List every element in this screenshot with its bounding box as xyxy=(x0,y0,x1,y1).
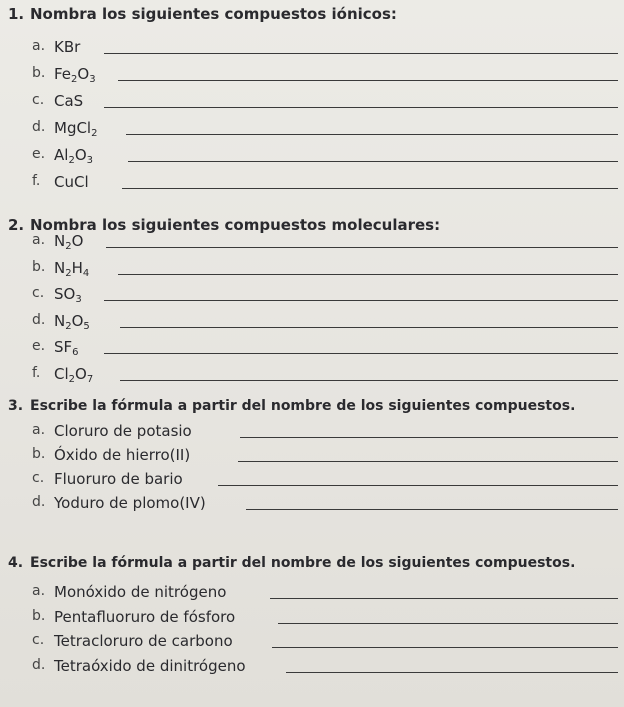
formula-symbol: CaS xyxy=(54,92,84,110)
chemical-formula xyxy=(54,232,83,250)
formula-subscript: 6 xyxy=(72,347,79,358)
exercise-item xyxy=(32,446,622,468)
formula-symbol: SF xyxy=(54,338,73,356)
answer-blank-line[interactable] xyxy=(286,672,618,673)
item-letter: d. xyxy=(32,657,46,673)
item-letter: a. xyxy=(32,583,46,599)
formula-symbol: N xyxy=(54,312,66,330)
question-3-heading xyxy=(8,398,575,414)
item-letter: c. xyxy=(32,470,45,486)
exercise-item xyxy=(32,583,622,605)
exercise-item xyxy=(32,259,622,281)
chemical-formula xyxy=(54,65,96,83)
exercise-item xyxy=(32,338,622,360)
item-letter: b. xyxy=(32,446,46,462)
item-letter: d. xyxy=(32,494,46,510)
compound-name: Yoduro de plomo(IV) xyxy=(54,494,206,512)
exercise-item xyxy=(32,92,622,114)
item-letter: c. xyxy=(32,632,45,648)
answer-blank-line[interactable] xyxy=(106,247,618,248)
formula-subscript: 2 xyxy=(91,128,98,139)
formula-symbol: O xyxy=(74,146,87,164)
exercise-item xyxy=(32,657,622,679)
exercise-item xyxy=(32,38,622,60)
item-letter: b. xyxy=(32,608,46,624)
item-letter: c. xyxy=(32,92,45,108)
formula-symbol: O xyxy=(75,365,87,383)
answer-blank-line[interactable] xyxy=(120,327,618,328)
formula-subscript: 2 xyxy=(65,268,72,279)
chemical-formula xyxy=(54,365,93,383)
formula-symbol: Cl xyxy=(54,365,69,383)
formula-subscript: 2 xyxy=(68,155,75,166)
question-title: Nombra los siguientes compuestos iónicos: xyxy=(30,5,397,23)
formula-subscript: 3 xyxy=(89,74,96,85)
question-title: Nombra los siguientes compuestos moleculares: xyxy=(30,216,441,234)
answer-blank-line[interactable] xyxy=(126,134,618,135)
chemical-formula xyxy=(54,338,79,356)
answer-blank-line[interactable] xyxy=(104,107,618,108)
chemical-formula xyxy=(54,173,89,191)
exercise-item xyxy=(32,312,622,334)
exercise-item xyxy=(32,285,622,307)
exercise-item xyxy=(32,232,622,254)
formula-symbol: KBr xyxy=(54,38,81,56)
item-letter: a. xyxy=(32,422,46,438)
answer-blank-line[interactable] xyxy=(246,509,618,510)
formula-subscript: 5 xyxy=(83,321,90,332)
answer-blank-line[interactable] xyxy=(270,598,618,599)
question-1-heading xyxy=(8,5,397,23)
formula-symbol: N xyxy=(54,259,66,277)
answer-blank-line[interactable] xyxy=(118,80,618,81)
question-4-heading xyxy=(8,555,575,571)
compound-name: Tetraóxido de dinitrógeno xyxy=(54,657,246,675)
question-number: 3. xyxy=(8,398,24,414)
answer-blank-line[interactable] xyxy=(278,623,618,624)
question-number: 1. xyxy=(8,5,25,23)
answer-blank-line[interactable] xyxy=(104,53,618,54)
answer-blank-line[interactable] xyxy=(128,161,618,162)
exercise-item xyxy=(32,494,622,516)
answer-blank-line[interactable] xyxy=(240,437,618,438)
formula-subscript: 3 xyxy=(86,155,93,166)
answer-blank-line[interactable] xyxy=(238,461,618,462)
compound-name: Monóxido de nitrógeno xyxy=(54,583,227,601)
chemical-formula xyxy=(54,38,80,56)
formula-symbol: N xyxy=(54,232,66,250)
exercise-item xyxy=(32,119,622,141)
answer-blank-line[interactable] xyxy=(272,647,618,648)
answer-blank-line[interactable] xyxy=(122,188,618,189)
compound-name: Cloruro de potasio xyxy=(54,422,192,440)
formula-subscript: 2 xyxy=(65,241,72,252)
formula-symbol: O xyxy=(71,312,84,330)
formula-subscript: 3 xyxy=(75,294,82,305)
answer-blank-line[interactable] xyxy=(104,353,618,354)
formula-symbol: CuCl xyxy=(54,173,89,191)
item-letter: d. xyxy=(32,312,46,328)
formula-symbol: MgCl xyxy=(54,119,92,137)
exercise-item xyxy=(32,608,622,630)
item-letter: b. xyxy=(32,65,46,81)
exercise-item xyxy=(32,146,622,168)
chemical-formula xyxy=(54,312,90,330)
chemical-formula xyxy=(54,92,83,110)
formula-symbol: Fe xyxy=(54,65,72,83)
formula-symbol: Al xyxy=(54,146,69,164)
answer-blank-line[interactable] xyxy=(120,380,618,381)
question-title: Escribe la fórmula a partir del nombre de los siguientes compuestos. xyxy=(30,555,576,571)
item-letter: a. xyxy=(32,232,46,248)
formula-subscript: 7 xyxy=(86,374,94,385)
question-title: Escribe la fórmula a partir del nombre de los siguientes compuestos. xyxy=(30,398,576,414)
chemical-formula xyxy=(54,285,82,303)
exercise-item xyxy=(32,173,622,195)
chemical-formula xyxy=(54,119,97,137)
exercise-item xyxy=(32,470,622,492)
compound-name: Fluoruro de bario xyxy=(54,470,183,488)
answer-blank-line[interactable] xyxy=(104,300,618,301)
chemical-formula xyxy=(54,146,93,164)
answer-blank-line[interactable] xyxy=(218,485,618,486)
formula-symbol: O xyxy=(71,232,84,250)
chemical-formula xyxy=(54,259,89,277)
answer-blank-line[interactable] xyxy=(118,274,618,275)
exercise-item xyxy=(32,365,622,387)
item-letter: f. xyxy=(32,365,41,381)
formula-subscript: 2 xyxy=(71,74,78,85)
formula-subscript: 2 xyxy=(68,374,76,385)
exercise-item xyxy=(32,632,622,654)
question-number: 2. xyxy=(8,216,25,234)
item-letter: d. xyxy=(32,119,46,135)
formula-symbol: O xyxy=(77,65,90,83)
item-letter: a. xyxy=(32,38,46,54)
compound-name: Pentafluoruro de fósforo xyxy=(54,608,236,626)
formula-subscript: 4 xyxy=(82,268,90,279)
item-letter: e. xyxy=(32,146,46,162)
exercise-item xyxy=(32,65,622,87)
formula-subscript: 2 xyxy=(65,321,72,332)
compound-name: Tetracloruro de carbono xyxy=(54,632,233,650)
formula-symbol: SO xyxy=(54,285,76,303)
item-letter: e. xyxy=(32,338,46,354)
item-letter: c. xyxy=(32,285,45,301)
exercise-item xyxy=(32,422,622,444)
item-letter: f. xyxy=(32,173,41,189)
item-letter: b. xyxy=(32,259,46,275)
compound-name: Óxido de hierro(II) xyxy=(54,446,191,464)
question-number: 4. xyxy=(8,555,24,571)
formula-symbol: H xyxy=(71,259,83,277)
